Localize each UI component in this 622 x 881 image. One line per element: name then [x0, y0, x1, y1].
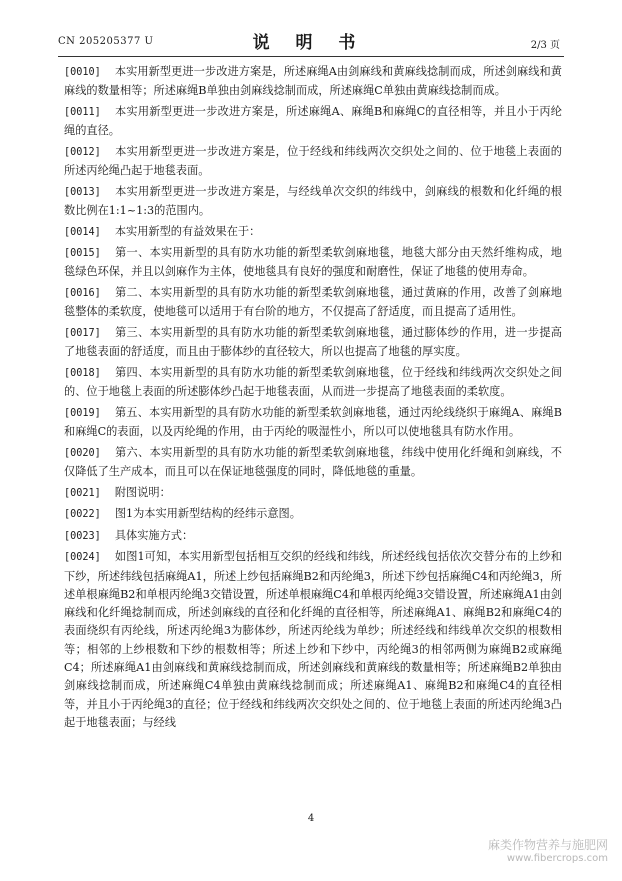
paragraph-number: [0023] — [64, 530, 101, 542]
paragraph-text: 第六、本实用新型的具有防水功能的新型柔软剑麻地毯，纬线中使用化纤绳和剑麻线，不仅降低了生产成本，而且可以在保证地毯强度的同时，降低地毯的重量。 — [64, 445, 562, 478]
paragraph-number: [0018] — [64, 367, 101, 379]
paragraph-number: [0017] — [64, 327, 101, 339]
paragraph-number: [0011] — [64, 106, 101, 118]
paragraph-text: 第五、本实用新型的具有防水功能的新型柔软剑麻地毯，通过丙纶线绕织于麻绳A、麻绳B和麻绳C的表面，以及丙纶绳的作用，由于丙纶的吸湿性小，所以可以使地毯具有防水作用。 — [64, 405, 562, 439]
paragraph-number: [0012] — [64, 146, 101, 158]
paragraph-number: [0013] — [64, 186, 101, 198]
paragraph-text: 本实用新型更进一步改进方案是，所述麻绳A由剑麻线和黄麻线捻制而成，所述剑麻线和黄麻线的数量相等；所述麻绳B单独由剑麻线捻制而成，所述麻绳C单独由黄麻线捻制而成。 — [64, 65, 562, 98]
page-number: 4 — [307, 813, 315, 824]
paragraph — [64, 364, 562, 402]
paragraph — [64, 548, 562, 732]
document-title: 说 明 书 — [252, 33, 366, 53]
paragraph-text: 附图说明： — [114, 485, 171, 499]
patent-number: CN 205205377 U — [58, 36, 154, 47]
paragraph-text: 第四、本实用新型的具有防水功能的新型柔软剑麻地毯，位于经线和纬线两次交织处之间的、位于地毯上表面的所述膨体纱凸起于地毯表面，从而进一步提高了地毯表面的柔软度。 — [64, 365, 562, 399]
paragraph-text: 具体实施方式： — [114, 528, 194, 542]
paragraph-number: [0024] — [64, 552, 101, 564]
watermark — [488, 836, 608, 864]
paragraph — [64, 284, 562, 322]
paragraph-number: [0010] — [64, 67, 101, 78]
paragraph-text: 本实用新型更进一步改进方案是，与经线单次交织的纬线中，剑麻线的根数和化纤绳的根数比例在1:1~1:3的范围内。 — [64, 184, 562, 217]
paragraph — [64, 484, 562, 503]
paragraph-text: 本实用新型更进一步改进方案是，位于经线和纬线两次交织处之间的、位于地毯上表面的所述丙纶绳凸起于地毯表面。 — [64, 144, 562, 178]
paragraph-number: [0014] — [64, 226, 101, 238]
paragraph-number: [0019] — [64, 407, 101, 419]
paragraph — [64, 404, 562, 442]
paragraph-text: 第三、本实用新型的具有防水功能的新型柔软剑麻地毯，通过膨体纱的作用，进一步提高了地毯表面的舒适度，而且由于膨体纱的直径较大，所以也提高了地毯的厚实度。 — [64, 325, 562, 359]
page-header — [58, 28, 560, 54]
paragraph-text: 本实用新型的有益效果在于： — [114, 224, 261, 238]
paragraph — [64, 244, 562, 282]
paragraph — [64, 183, 562, 221]
paragraph-text: 如图1可知，本实用新型包括相互交织的经线和纬线，所述经线包括依次交替分布的上纱和下纱，所述纬线包括麻绳A1，所述上纱包括麻绳B2和丙纶绳3，所述下纱包括麻绳C4和丙纶绳3，所述单根麻绳B2和单根丙纶绳3交错设置，所述单根麻绳C4和单根丙纶绳3交错设置，所述麻绳A1由剑麻线和化纤绳捻制而成，所述剑麻线的直径和化纤绳的直径相等，所述麻绳A1、麻绳B2和麻绳C4的表面绕织有丙纶线，所述丙纶绳3为膨体纱，所述丙纶线为单纱；所述经线和纬线单次交织的根数相等；相邻的上纱根数和下纱的根数相等；所述上纱和下纱中，丙纶绳3的相邻两侧为麻绳B2或麻绳C4；所述麻绳A1由剑麻线和黄麻线捻制而成，所述剑麻线和黄麻线的数量相等；所述麻绳B2单独由剑麻线捻制而成，所述麻绳C4单独由黄麻线捻制而成；所述麻绳A1、麻绳B2和麻绳C4的直径相等，并且小于丙纶绳3的直径；位于经线和纬线两次交织处之间的、位于地毯上表面的所述丙纶绳3凸起于地毯表面；与经线 — [64, 550, 562, 729]
paragraph-number: [0020] — [64, 447, 101, 459]
paragraph-text: 图1为本实用新型结构的经纬示意图。 — [114, 507, 301, 521]
paragraph-number: [0015] — [64, 248, 101, 260]
paragraph — [64, 143, 562, 181]
paragraph — [64, 505, 562, 524]
paragraph — [64, 103, 562, 141]
watermark-site-name: 麻类作物营养与施肥网 — [487, 838, 608, 852]
paragraph-text: 第一、本实用新型的具有防水功能的新型柔软剑麻地毯，地毯大部分由天然纤维构成，地毯绿色环保，并且以剑麻作为主体，使地毯具有良好的强度和耐磨性，保证了地毯的使用寿命。 — [64, 246, 562, 279]
paragraph-text: 第二、本实用新型的具有防水功能的新型柔软剑麻地毯，通过黄麻的作用，改善了剑麻地毯整体的柔软度，使地毯可以适用于有台阶的地方，不仅提高了舒适度，而且提高了适用性。 — [64, 286, 562, 319]
paragraph — [64, 63, 562, 101]
header-divider — [58, 56, 564, 57]
paragraph-number: [0022] — [64, 509, 101, 521]
paragraph-text: 本实用新型更进一步改进方案是，所述麻绳A、麻绳B和麻绳C的直径相等，并且小于丙纶绳的直径。 — [64, 104, 562, 138]
page-indicator: 2/3 页 — [530, 40, 560, 51]
paragraph-number: [0021] — [64, 487, 101, 499]
paragraph — [64, 223, 562, 242]
paragraph — [64, 324, 562, 362]
paragraph — [64, 444, 562, 482]
watermark-url: www.fibercrops.com — [506, 853, 608, 864]
paragraph — [64, 527, 562, 546]
paragraph-number: [0016] — [64, 288, 101, 300]
document-body — [64, 63, 562, 735]
